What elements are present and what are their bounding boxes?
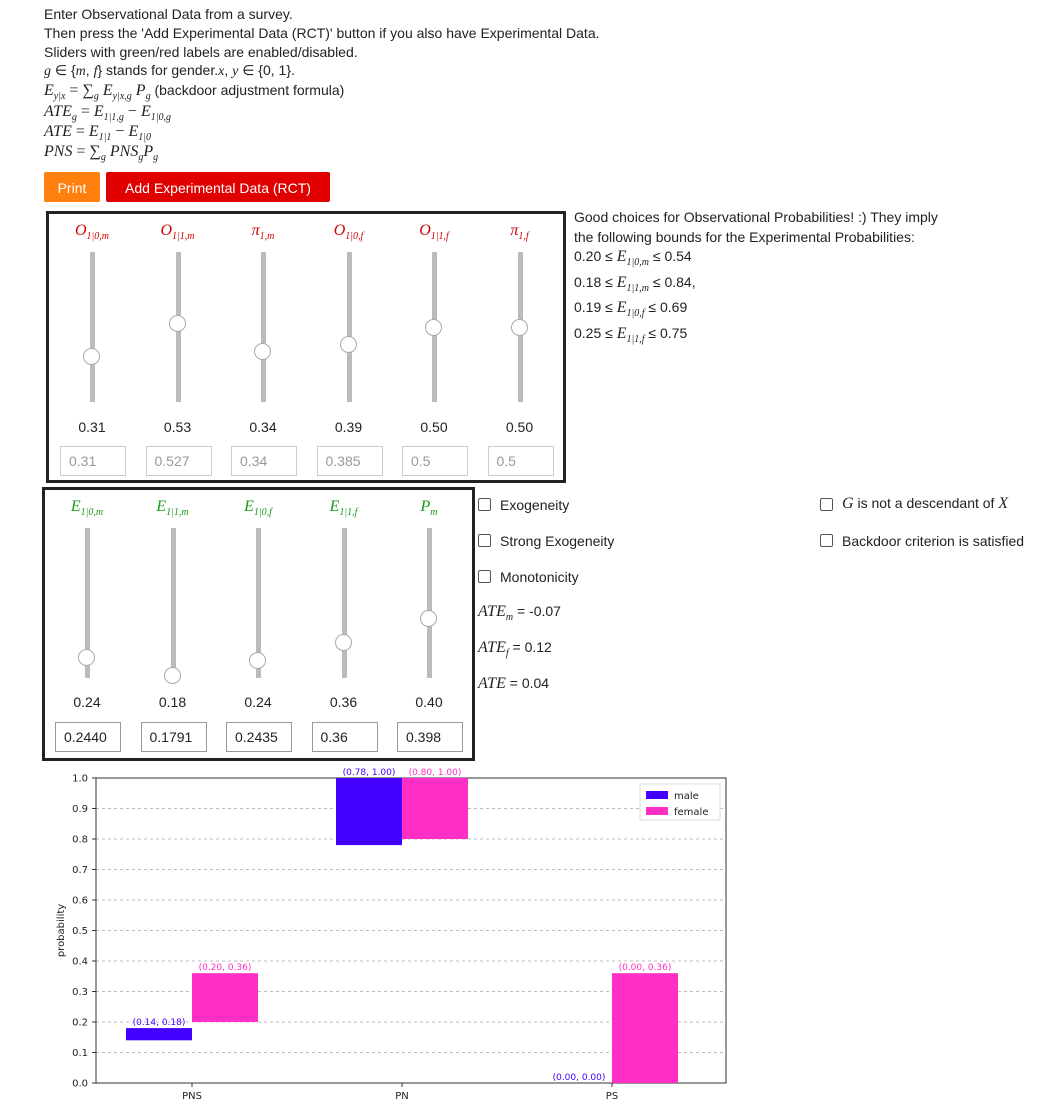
formula-pns: PNS = $\sum_g$ $PNS_gP_g$	[44, 143, 159, 164]
exogeneity-label: Exogeneity	[500, 497, 570, 513]
slider-number-input[interactable]: 0.1791	[141, 722, 207, 752]
print-button[interactable]: Print	[44, 172, 100, 202]
not-descendant-text: is not a descendant of	[857, 495, 995, 511]
slider-number-input[interactable]: 0.2435	[226, 722, 292, 752]
backdoor-label: Backdoor criterion is satisfied	[842, 533, 1025, 549]
intro-line-2: Then press the 'Add Experimental Data (RCT)' button if you also have Experimental Data.	[44, 25, 600, 41]
ate-male-value: = -0.07	[516, 603, 561, 619]
slider-value: 0.39	[334, 419, 363, 435]
slider-handle[interactable]	[83, 348, 100, 365]
slider-label: $E_{1|1,f}$	[329, 498, 358, 519]
slider-handle[interactable]	[425, 319, 442, 336]
female-legend-label: female	[674, 807, 709, 818]
bounds-line-1: Good choices for Observational Probabilities! :) They imply	[574, 209, 938, 225]
ate-total-value: = 0.04	[509, 675, 550, 691]
backdoor-text: (backdoor adjustment formula)	[154, 82, 345, 98]
y-tick-label: 0.3	[72, 987, 88, 998]
exogeneity-checkbox[interactable]	[478, 498, 491, 511]
slider-track[interactable]	[90, 252, 95, 402]
bound-row: $0.20 \le E_{1|0,m} \le 0.54$	[574, 248, 692, 269]
intro-line-3: Sliders with green/red labels are enabled/disabled.	[44, 44, 358, 60]
strong-exogeneity-label: Strong Exogeneity	[500, 533, 615, 549]
slider-number-input[interactable]: 0.31	[60, 446, 126, 476]
ate-female: $ATE_f = 0.12$	[478, 639, 552, 660]
x-tick-label: PN	[395, 1091, 409, 1102]
formula-backdoor: $E_{y|x} = \sum_g$ $E_{y|x,g}$ $P_g$ (backdoor adjustment formula)	[44, 82, 345, 103]
slider-handle[interactable]	[335, 634, 352, 651]
bounds-line-2: the following bounds for the Experimental Probabilities:	[574, 228, 915, 245]
y-tick-label: 0.0	[72, 1078, 88, 1090]
ate-female-value: = 0.12	[512, 639, 552, 655]
pns-pn-ps-bar-chart	[0, 758, 760, 1108]
formula-ate: ATE = $E_{1|1} - E_{1|0}$	[44, 123, 151, 144]
slider-label: $E_{1|0,m}$	[70, 498, 104, 519]
slider-number-input[interactable]: 0.5	[488, 446, 554, 476]
bound-row: $0.19 \le E_{1|0,f} \le 0.69$	[574, 299, 688, 320]
y-axis-label: probability	[56, 903, 67, 958]
slider-value: 0.18	[158, 694, 187, 710]
male-interval-label: (0.14, 0.18)	[132, 1018, 186, 1029]
slider-value: 0.53	[163, 419, 192, 435]
female-interval-label: (0.00, 0.36)	[618, 963, 672, 974]
slider-label: $O_{1|1,f}$	[419, 222, 449, 243]
slider-value: 0.31	[78, 419, 106, 435]
slider-value: 0.50	[420, 419, 448, 435]
ate-total: ATE = 0.04	[478, 675, 550, 692]
female-interval-label: (0.20, 0.36)	[198, 963, 252, 974]
slider-track[interactable]	[171, 528, 176, 678]
female-bar-pns	[192, 973, 258, 1022]
slider-value: 0.24	[244, 694, 272, 710]
slider-number-input[interactable]: 0.527	[146, 446, 212, 476]
male-interval-label: (0.78, 1.00)	[342, 768, 396, 778]
slider-label: $P_m$	[420, 498, 438, 519]
slider-number-input[interactable]: 0.385	[317, 446, 383, 476]
formula-ate-g: $ATE_g = E_{1|1,g} - E_{1|0,g}$	[44, 103, 171, 124]
observational-sliders-panel	[46, 211, 566, 483]
slider-value: 0.36	[329, 694, 358, 710]
slider-value: 0.40	[415, 694, 443, 710]
slider-number-input[interactable]: 0.5	[402, 446, 468, 476]
slider-label: $O_{1|0,f}$	[333, 222, 364, 243]
male-legend-swatch	[646, 791, 668, 799]
slider-label: $O_{1|0,m}$	[74, 222, 110, 243]
slider-number-input[interactable]: 0.36	[312, 722, 378, 752]
strong-exogeneity-checkbox[interactable]	[478, 534, 491, 547]
y-tick-label: 0.2	[72, 1017, 88, 1029]
male-bar-pns	[126, 1028, 192, 1040]
slider-handle[interactable]	[249, 652, 266, 669]
slider-track[interactable]	[342, 528, 347, 678]
x-tick-label: PNS	[182, 1091, 202, 1102]
gender-text: stands for gender.	[106, 62, 219, 78]
slider-handle[interactable]	[340, 336, 357, 353]
slider-track[interactable]	[427, 528, 432, 678]
y-tick-label: 0.4	[72, 956, 88, 968]
slider-track[interactable]	[347, 252, 352, 402]
y-tick-label: 0.9	[72, 804, 88, 815]
not-descendant-label: G is not a descendant of X	[842, 495, 1009, 512]
slider-label: $\pi_{1,m}$	[251, 222, 275, 243]
slider-handle[interactable]	[420, 610, 437, 627]
slider-number-input[interactable]: 0.2440	[55, 722, 121, 752]
monotonicity-label: Monotonicity	[500, 569, 579, 585]
y-tick-label: 0.1	[72, 1048, 88, 1059]
female-interval-label: (0.80, 1.00)	[408, 768, 462, 778]
monotonicity-checkbox[interactable]	[478, 570, 491, 583]
male-legend-label: male	[674, 791, 699, 802]
slider-value: 0.50	[505, 419, 534, 435]
gender-definition: g ∈ {m, f} stands for gender.x, y ∈ {0, 1}.	[44, 62, 295, 79]
slider-number-input[interactable]: 0.34	[231, 446, 297, 476]
female-bar-pn	[402, 778, 468, 839]
slider-handle[interactable]	[164, 667, 181, 684]
y-tick-label: 0.6	[72, 895, 88, 907]
slider-label: $E_{1|0,f}$	[244, 498, 272, 519]
slider-label: $E_{1|1,m}$	[156, 498, 189, 519]
female-legend-swatch	[646, 807, 668, 815]
experimental-sliders-panel	[42, 487, 475, 761]
slider-value: 0.34	[249, 419, 277, 435]
slider-handle[interactable]	[169, 315, 186, 332]
y-tick-label: 0.7	[72, 865, 88, 876]
bounds-message	[574, 208, 974, 350]
add-experimental-data-button[interactable]: Add Experimental Data (RCT)	[106, 172, 330, 202]
ate-male: $ATE_m = -0.07$	[478, 603, 561, 624]
slider-value: 0.24	[73, 694, 101, 710]
slider-track[interactable]	[261, 252, 266, 402]
not-descendant-checkbox[interactable]	[820, 498, 833, 511]
slider-label: $O_{1|1,m}$	[160, 222, 195, 243]
bound-row: $0.25 \le E_{1|1,f} \le 0.75$	[574, 325, 688, 346]
slider-handle[interactable]	[254, 343, 271, 360]
female-bar-ps	[612, 973, 678, 1083]
x-tick-label: PS	[605, 1091, 619, 1102]
slider-number-input[interactable]: 0.398	[397, 722, 463, 752]
backdoor-checkbox[interactable]	[820, 534, 833, 547]
slider-label: $\pi_{1,f}$	[510, 222, 529, 243]
slider-handle[interactable]	[511, 319, 528, 336]
slider-handle[interactable]	[78, 649, 95, 666]
male-bar-pn	[336, 778, 402, 845]
y-tick-label: 1.0	[72, 773, 88, 785]
intro-line-1: Enter Observational Data from a survey.	[44, 6, 293, 22]
y-tick-label: 0.5	[72, 926, 88, 937]
bound-row: $0.18 \le E_{1|1,m} \le 0.84$,	[574, 273, 696, 294]
y-tick-label: 0.8	[72, 834, 88, 846]
male-interval-label: (0.00, 0.00)	[552, 1073, 606, 1083]
